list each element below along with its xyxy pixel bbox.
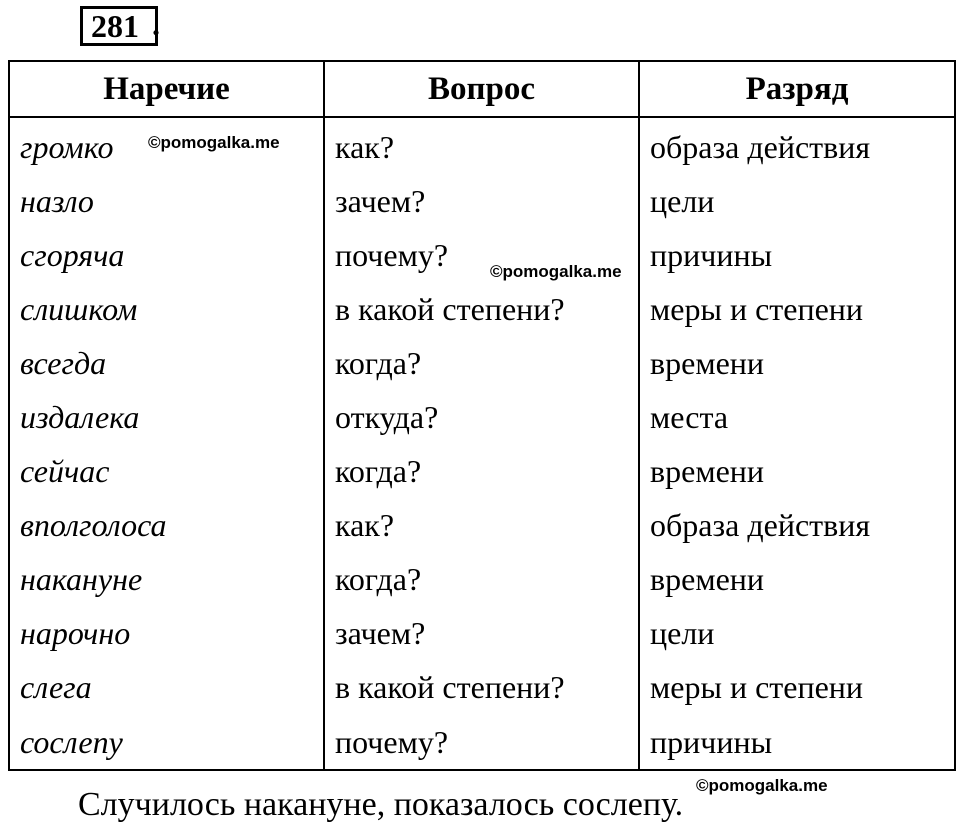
question-cell: зачем? [324, 607, 639, 661]
question-cell: почему? [324, 715, 639, 770]
exercise-number: 281 [80, 6, 158, 46]
adverb-cell: накануне [9, 553, 324, 607]
question-cell: как? [324, 499, 639, 553]
table-row [9, 499, 955, 553]
table-row [9, 174, 955, 228]
question-cell: когда? [324, 553, 639, 607]
category-cell: цели [639, 174, 955, 228]
header-question: Вопрос [324, 61, 639, 117]
adverb-cell: громко [9, 117, 324, 174]
question-cell: как? [324, 117, 639, 174]
category-cell: места [639, 390, 955, 444]
question-cell: когда? [324, 336, 639, 390]
adverb-cell: слега [9, 661, 324, 715]
category-cell: образа действия [639, 499, 955, 553]
watermark-text: ©pomogalka.me [148, 133, 280, 152]
category-cell: времени [639, 553, 955, 607]
question-cell: когда? [324, 445, 639, 499]
category-cell: меры и степени [639, 282, 955, 336]
adverb-cell: нарочно [9, 607, 324, 661]
adverb-table [8, 60, 956, 771]
question-cell: почему? [324, 228, 639, 282]
table-row [9, 228, 955, 282]
header-category: Разряд [639, 61, 955, 117]
question-cell: в какой степени? [324, 661, 639, 715]
category-cell: времени [639, 336, 955, 390]
adverb-cell: сейчас [9, 445, 324, 499]
answer-sentence: Случилось накануне, показалось сослепу. [78, 786, 684, 823]
watermark-text: ©pomogalka.me [490, 262, 622, 281]
table-row [9, 661, 955, 715]
category-cell: причины [639, 228, 955, 282]
category-cell: образа действия [639, 117, 955, 174]
table-row [9, 390, 955, 444]
table-row [9, 336, 955, 390]
category-cell: времени [639, 445, 955, 499]
question-cell: в какой степени? [324, 282, 639, 336]
table-header-row [9, 61, 955, 117]
adverb-cell: сгоряча [9, 228, 324, 282]
adverb-cell: издалека [9, 390, 324, 444]
adverb-cell: всегда [9, 336, 324, 390]
table-row [9, 607, 955, 661]
question-cell: зачем? [324, 174, 639, 228]
adverb-cell: назло [9, 174, 324, 228]
category-cell: причины [639, 715, 955, 770]
table-row [9, 445, 955, 499]
category-cell: цели [639, 607, 955, 661]
watermark-text: ©pomogalka.me [696, 776, 828, 795]
exercise-number-dot: . [152, 6, 160, 42]
header-adverb: Наречие [9, 61, 324, 117]
table-row [9, 715, 955, 770]
table-row [9, 282, 955, 336]
adverb-cell: сослепу [9, 715, 324, 770]
adverb-cell: слишком [9, 282, 324, 336]
category-cell: меры и степени [639, 661, 955, 715]
question-cell: откуда? [324, 390, 639, 444]
adverb-cell: вполголоса [9, 499, 324, 553]
table-row [9, 553, 955, 607]
